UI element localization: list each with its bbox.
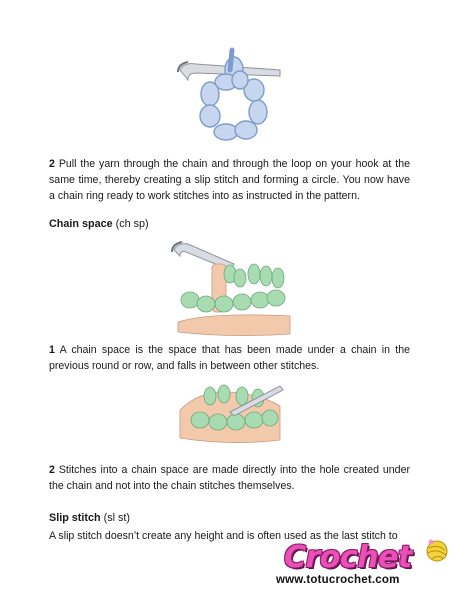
step-text: Stitches into a chain space are made directly into the hole created under the chain and not into the chain stitches themselves. bbox=[49, 464, 410, 492]
chain-space-hook-illustration bbox=[170, 234, 300, 339]
slip-stitch-heading bbox=[49, 512, 130, 524]
heading-abbr: (ch sp) bbox=[112, 218, 149, 230]
step-number: 2 bbox=[49, 158, 55, 170]
step2-ring-paragraph bbox=[49, 156, 410, 204]
step-number: 2 bbox=[49, 464, 55, 476]
heading-title: Slip stitch bbox=[49, 512, 101, 524]
chain-ring-illustration bbox=[170, 40, 290, 150]
slip-stitch-text: A slip stitch doesn’t create any height and is often used as the last stitch to bbox=[49, 530, 398, 542]
logo-url: www.totucrochet.com bbox=[276, 574, 400, 586]
step2-chain-space-paragraph bbox=[49, 462, 410, 494]
step1-chain-space-paragraph bbox=[49, 342, 410, 374]
heading-abbr: (sl st) bbox=[100, 512, 130, 524]
step-text: A chain space is the space that has been made under a chain in the previous round or row, and falls in between other stitches. bbox=[49, 344, 410, 372]
site-logo bbox=[276, 538, 456, 593]
chain-space-stitch-illustration bbox=[170, 376, 290, 458]
step-text: Pull the yarn through the chain and through the loop on your hook at the same time, thereby creating a slip stitch and forming a circle. You now have a chain ring ready to work stitches into as instructed in the pattern. bbox=[49, 158, 410, 202]
yarn-ball-icon bbox=[424, 538, 450, 564]
heading-title: Chain space bbox=[49, 218, 113, 230]
step-number: 1 bbox=[49, 344, 55, 356]
chain-space-heading bbox=[49, 218, 149, 230]
logo-wordmark: Crochet bbox=[284, 540, 412, 575]
